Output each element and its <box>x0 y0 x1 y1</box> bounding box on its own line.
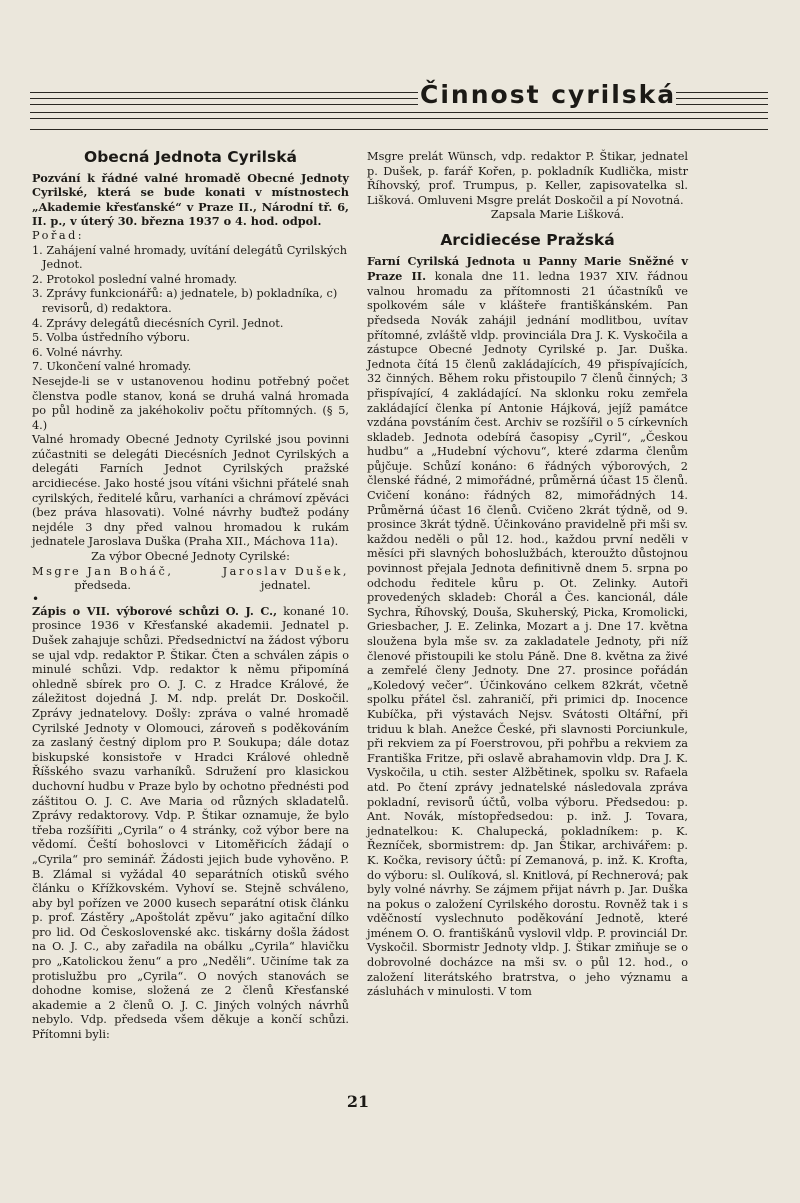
program-item: 3. Zprávy funkcionářů: a) jednatele, b) pokladníka, c) revisorů, d) redaktora. <box>32 287 338 315</box>
signature-name: Jaroslav Dušek, <box>222 564 349 578</box>
heading-obecna-jednota: Obecná Jednota Cyrilská <box>84 148 297 166</box>
attendees-paragraph: Msgre prelát Wünsch, vdp. redaktor P. Štikar, jednatel p. Dušek, p. farář Kořen, p. pokladník Kudlička, mistr Říhovský, prof. Trumpus, p. Keller, zapisovatelka sl. Lišková. Omluveni Msgre prelát Doskočil a pí Novotná. <box>367 150 688 207</box>
committee-line: Za výbor Obecné Jednoty Cyrilské: <box>91 550 290 564</box>
signature-right <box>223 565 349 594</box>
program-item: 7. Ukončení valné hromady. <box>32 360 192 374</box>
heading-arcidiecese: Arcidiecése Pražská <box>440 230 615 249</box>
program-item: 1. Zahájení valné hromady, uvítání delegátů Cyrilských Jednot. <box>32 243 348 272</box>
signature-left <box>32 565 173 594</box>
report-paragraph <box>367 254 688 1000</box>
rule-line <box>30 118 768 119</box>
left-column <box>32 150 349 1043</box>
report-lead: Farní Cyrilská Jednota u Panny Marie Sněžné v Praze II. <box>367 253 688 284</box>
signature-role: předseda. <box>74 579 132 593</box>
page-number: 21 <box>346 1092 370 1111</box>
program-item: 5. Volba ústředního výboru. <box>32 331 191 345</box>
program-item: 6. Volné návrhy. <box>32 345 123 359</box>
invitation-text: Pozvání k řádné valné hromadě Obecné Jednoty Cyrilské, která se bude konati v místnostech „Akademie křesťanské“ v Praze II., Národní tř. 6, II. p., v úterý 30. března 1937 o 4. hod. odpol. <box>32 170 349 229</box>
minutes-text: konané 10. prosince 1936 v Křesťanské akademii. Jednatel p. Dušek zahajuje schůzi. Předsednictví na žádost výboru se ujal vdp. redaktor P. Štikar. Čten a schválen zápis o minulé schůzi. Vdp. redaktor k němu připomíná ohledně sbírek pro O. J. C. z Hradce Králové, že záležitost dojedná J. M. ndp. prelát Dr. Doskočil. Zprávy jednatelovy. Došly: zpráva o valné hromadě Cyrilské Jednoty v Olomouci, zároveň s poděkováním za zaslaný čestný diplom pro P. Soukupa; dále dotaz biskupské konsistoře v Hradci Králové ohledně Říšského svazu varhaníků. Sdružení pro klasickou duchovní hudbu v Praze bylo by ochotno přednésti pod záštitou O. J. C. Ave Maria od různých skladatelů. Zprávy redaktorovy. Vdp. P. Štikar oznamuje, že bylo třeba rozšířiti „Cyrila“ o 4 stránky, což výbor bere na vědomí. Čeští bohoslovci v Litoměřicích žádají o „Cyrila“ pro seminář. Žádosti jejich bude vyhověno. P. B. Zlámal si vyžádal 40 separátních otisků svého článku o Křížkovském. Vyhoví se. Stejně schváleno, aby byl pořízen ve 2000 kusech separátní otisk článku p. prof. Zástěry „Apoštolát zpěvu“ jako agitační dílko pro lid. Od Československé akc. tiskárny došla žádost na O. J. C., aby zařadila na obálku „Cyrila“ hlavičku pro „Katolickou ženu“ a pro „Neděli“. Učiníme tak za protislužbu pro „Cyrila“. O nových stanovách se dohodne komise, složená ze 2 členů Křesťanské akademie a 2 členů O. J. C. Jiných volných návrhů nebylo. Vdp. předseda všem děkuje a končí schůzi. Přítomni byli: <box>32 604 349 1042</box>
quorum-paragraph: Nesejde-li se v ustanovenou hodinu potřebný počet členstva podle stanov, koná se druhá valná hromada po půl hodině za jakéhokoliv počtu přítomných. (§ 5, 4.) <box>32 374 349 432</box>
signature-role: jednatel. <box>260 579 311 593</box>
report-text: konala dne 11. ledna 1937 XIV. řádnou valnou hromadu za přítomnosti 21 účastníků ve spolkovém sále v klášteře františkánském. Pan předseda Novák zahájil jednání modlitbou, uvítav přítomné, zvláště vldp. provinciála Dra J. K. Vyskočila a zástupce Obecné Jednoty Cyrilské p. Jar. Duška. Jednota čítá 15 členů zakládajících, 49 přispívajících, 32 činných. Během roku přistoupilo 7 členů činných; 3 přispívající, 4 zakládající. Na sklonku roku zemřela zakládající členka pí Antonie Hájková, jejíž památce vzdána povstáním čest. Archiv se rozšířil o 5 církevních skladeb. Jednota odebírá časopisy „Cyril“, „Českou hudbu“ a „Hudební výchovu“, které zdarma členům půjčuje. Schůzí konáno: 6 řádných výborových, 2 členské řádné, 2 mimořádné, průměrná účast 15 členů. Cvičení konáno: řádných 82, mimořádných 14. Průměrná účast 16 členů. Cvičeno 2krát týdně, od 9. prosince 3krát týdně. Účinkováno pravidelně při mši sv. každou neděli o půl 12. hod., každou první neděli v měsíci při slavných bohoslužbách, kteroužto důstojnou povinnost přejala Jednota definitivně dnem 5. srpna po odchodu ředitele kůru p. Ot. Zelinky. Autoři provedených skladeb: Chorál a Čes. kancionál, dále Sychra, Říhovský, Douša, Skuherský, Picka, Kromolicki, Griesbacher, J. E. Zelinka, Mozart a j. Dne 17. května sloužena byla mše sv. za zakladatele Jednoty, při níž členové přistoupili ke stolu Páně. Dne 8. května za živé a zemřelé členy Jednoty. Dne 27. prosince pořádán „Koledový večer“. Účinkováno celkem 82krát, včetně spolku přátel čsl. zahraničí, při primici dp. Inocence Kubíčka, při výstavách Nejsv. Svátosti Oltářní, při triduu k blah. Anežce České, při slavnosti Porciunkule, při rekviem za pí Foerstrovou, při pohřbu a rekviem za Františka Fritze, při oslavě abrahamovin vldp. Dra J. K. Vyskočila, u ctih. sester Alžbětinek, spolku sv. Rafaela atd. Po čtení zprávy jednatelské následovala zpráva pokladní, revisorů účtů, volba výboru. Předsedou: p. Ant. Novák, místopředsedou: p. inž. J. Tovara, jednatelkou: K. Chalupecká, pokladníkem: p. K. Řezníček, sbormistrem: dp. Jan Štikar, archivářem: p. K. Kočka, revisory účtů: pí Zemanová, p. inž. K. Krofta, do výboru: sl. Oulíková, sl. Knitlová, pí Rechnerová; pak byly volné návrhy. Se zájmem přijat návrh p. Jar. Duška na pokus o založení Cyrilského dorostu. Rovněž tak i s vděčností vyslechnuto poděkování Jednotě, které jménem O. O. františkánů vyslovil vldp. P. provinciál Dr. Vyskočil. Sbormistr Jednoty vldp. J. Štikar zmiňuje se o dobrovolné docházce na mši sv. o půl 12. hod., o založení literátského bratrstva, o jeho významu a zásluhách v minulosti. V tom <box>367 270 688 999</box>
rule-line <box>30 129 768 130</box>
minutes-paragraph <box>32 604 349 1043</box>
section-title: Činnost cyrilská <box>420 80 677 109</box>
recorder-line: Zapsala Marie Lišková. <box>490 208 625 222</box>
program-item: 2. Protokol poslední valné hromady. <box>32 272 238 286</box>
minutes-lead: Zápis o VII. výborové schůzi O. J. C., <box>32 603 278 618</box>
bullet-mark-icon: • <box>32 591 40 606</box>
right-column <box>367 150 688 1000</box>
program-item: 4. Zprávy delegátů diecésních Cyril. Jednot. <box>32 316 284 330</box>
delegates-paragraph: Valné hromady Obecné Jednoty Cyrilské jsou povinni zúčastniti se delegáti Diecésních Jednot Cyrilských a delegáti Farních Jednot Cyrilských pražské arcidiecése. Jako hosté jsou vítáni všichni přátelé snah cyrilských, ředitelé kůru, varhaníci a chrámoví zpěváci (bez práva hlasovati). Volné návrhy buďtež podány nejdéle 3 dny před valnou hromadou k rukám jednatele Jaroslava Duška (Praha XII., Máchova 11a). <box>32 433 349 549</box>
signature-name: Msgre Jan Boháč, <box>32 564 174 578</box>
signatures <box>32 565 349 594</box>
rule-line <box>30 112 768 113</box>
program-label: Pořad: <box>32 228 85 242</box>
